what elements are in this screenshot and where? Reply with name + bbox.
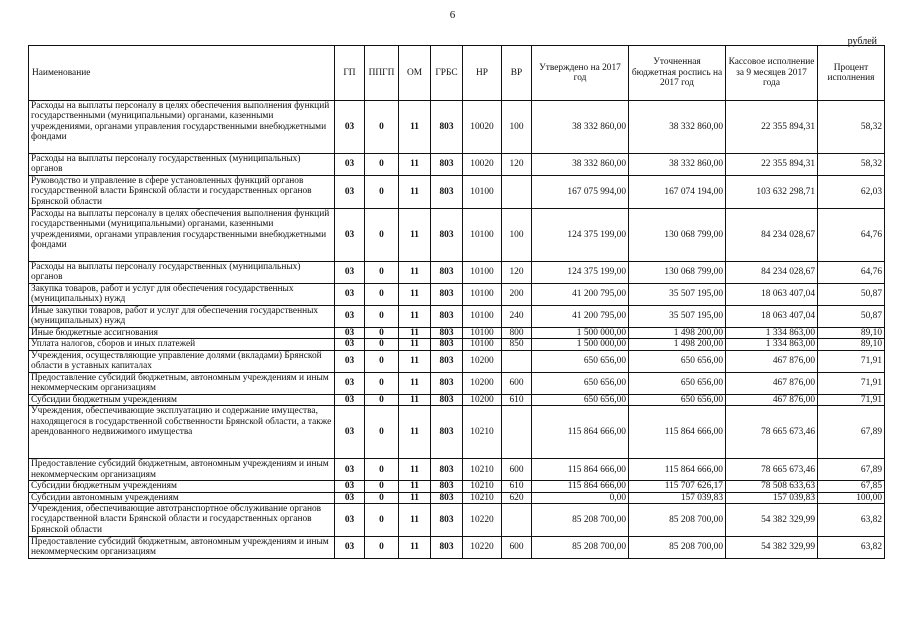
row-np: 10100 [463, 328, 502, 339]
row-grbs: 803 [431, 209, 463, 262]
row-vr: 800 [502, 328, 532, 339]
row-cash: 22 355 894,31 [726, 101, 818, 154]
row-refined: 157 039,83 [629, 492, 726, 503]
row-refined: 85 208 700,00 [629, 504, 726, 537]
row-gp: 03 [335, 504, 365, 537]
row-np: 10210 [463, 406, 502, 459]
row-approved: 115 864 666,00 [532, 459, 629, 481]
row-refined: 650 656,00 [629, 350, 726, 372]
row-name: Субсидии бюджетным учреждениям [29, 481, 335, 492]
row-cash: 78 665 673,46 [726, 406, 818, 459]
row-om: 11 [399, 394, 431, 405]
row-grbs: 803 [431, 481, 463, 492]
row-refined: 650 656,00 [629, 394, 726, 405]
row-grbs: 803 [431, 394, 463, 405]
row-name: Учреждения, обеспечивающие эксплуатацию и содержание имущества, находящегося в государственной собственности Брянской области, а также арендованного недвижимого имущества [29, 406, 335, 459]
row-np: 10210 [463, 481, 502, 492]
row-np: 10200 [463, 372, 502, 394]
row-vr: 620 [502, 492, 532, 503]
row-om: 11 [399, 306, 431, 328]
row-np: 10020 [463, 154, 502, 176]
row-percent: 50,87 [818, 306, 885, 328]
row-om: 11 [399, 492, 431, 503]
row-gp: 03 [335, 350, 365, 372]
row-vr: 120 [502, 154, 532, 176]
row-gp: 03 [335, 306, 365, 328]
row-name: Расходы на выплаты персоналу в целях обеспечения выполнения функций государственными (муниципальными) органами, казенными учреждениями, органами управления государственными внебюджетными фондами [29, 101, 335, 154]
row-percent: 100,00 [818, 492, 885, 503]
unit-label: рублей [847, 36, 877, 47]
page-number: 6 [449, 9, 456, 21]
row-approved: 38 332 860,00 [532, 154, 629, 176]
row-refined: 35 507 195,00 [629, 284, 726, 306]
row-name: Предоставление субсидий бюджетным, автономным учреждениям и иным некоммерческим организациям [29, 537, 335, 559]
row-cash: 22 355 894,31 [726, 154, 818, 176]
row-refined: 1 498 200,00 [629, 328, 726, 339]
row-cash: 78 508 633,63 [726, 481, 818, 492]
row-cash: 467 876,00 [726, 372, 818, 394]
row-ppgp: 0 [365, 350, 399, 372]
budget-table [28, 45, 885, 559]
row-cash: 54 382 329,99 [726, 504, 818, 537]
table-row [29, 459, 885, 481]
table-row [29, 350, 885, 372]
row-refined: 167 074 194,00 [629, 176, 726, 209]
row-vr [502, 504, 532, 537]
row-ppgp: 0 [365, 372, 399, 394]
row-refined: 85 208 700,00 [629, 537, 726, 559]
row-vr [502, 406, 532, 459]
row-name: Руководство и управление в сфере установленных функций органов государственной власти Брянской области и государственных органов Брянской области [29, 176, 335, 209]
row-om: 11 [399, 154, 431, 176]
row-om: 11 [399, 176, 431, 209]
row-grbs: 803 [431, 284, 463, 306]
row-vr: 600 [502, 537, 532, 559]
row-vr: 200 [502, 284, 532, 306]
row-approved: 650 656,00 [532, 394, 629, 405]
row-om: 11 [399, 537, 431, 559]
row-name: Уплата налогов, сборов и иных платежей [29, 339, 335, 350]
row-percent: 71,91 [818, 350, 885, 372]
table-row [29, 209, 885, 262]
row-np: 10200 [463, 350, 502, 372]
row-om: 11 [399, 209, 431, 262]
row-approved: 115 864 666,00 [532, 481, 629, 492]
row-approved: 1 500 000,00 [532, 339, 629, 350]
header-row [29, 46, 885, 101]
row-grbs: 803 [431, 262, 463, 284]
row-om: 11 [399, 262, 431, 284]
row-gp: 03 [335, 339, 365, 350]
row-vr [502, 350, 532, 372]
row-vr: 610 [502, 394, 532, 405]
table-row [29, 262, 885, 284]
row-om: 11 [399, 481, 431, 492]
col-header-grbs: ГРБС [431, 46, 463, 101]
row-percent: 71,91 [818, 394, 885, 405]
row-approved: 650 656,00 [532, 350, 629, 372]
row-name: Расходы на выплаты персоналу государственных (муниципальных) органов [29, 154, 335, 176]
row-refined: 115 864 666,00 [629, 406, 726, 459]
table-row [29, 481, 885, 492]
row-approved: 85 208 700,00 [532, 537, 629, 559]
row-ppgp: 0 [365, 306, 399, 328]
row-np: 10100 [463, 262, 502, 284]
row-approved: 0,00 [532, 492, 629, 503]
row-om: 11 [399, 459, 431, 481]
row-percent: 62,03 [818, 176, 885, 209]
row-grbs: 803 [431, 339, 463, 350]
row-name: Предоставление субсидий бюджетным, автономным учреждениям и иным некоммерческим организациям [29, 459, 335, 481]
row-refined: 115 707 626,17 [629, 481, 726, 492]
row-ppgp: 0 [365, 492, 399, 503]
row-ppgp: 0 [365, 459, 399, 481]
row-gp: 03 [335, 492, 365, 503]
table-row [29, 504, 885, 537]
row-grbs: 803 [431, 504, 463, 537]
row-ppgp: 0 [365, 406, 399, 459]
row-ppgp: 0 [365, 537, 399, 559]
row-percent: 71,91 [818, 372, 885, 394]
row-np: 10100 [463, 209, 502, 262]
col-header-vr: ВР [502, 46, 532, 101]
row-grbs: 803 [431, 372, 463, 394]
row-refined: 35 507 195,00 [629, 306, 726, 328]
table-row [29, 101, 885, 154]
row-percent: 58,32 [818, 101, 885, 154]
row-approved: 124 375 199,00 [532, 262, 629, 284]
row-gp: 03 [335, 406, 365, 459]
row-gp: 03 [335, 394, 365, 405]
table-row [29, 154, 885, 176]
row-percent: 67,89 [818, 406, 885, 459]
row-np: 10100 [463, 284, 502, 306]
row-np: 10100 [463, 176, 502, 209]
row-vr: 600 [502, 459, 532, 481]
row-percent: 64,76 [818, 262, 885, 284]
row-refined: 130 068 799,00 [629, 262, 726, 284]
row-percent: 63,82 [818, 504, 885, 537]
row-percent: 50,87 [818, 284, 885, 306]
row-np: 10200 [463, 394, 502, 405]
row-cash: 84 234 028,67 [726, 262, 818, 284]
row-gp: 03 [335, 262, 365, 284]
row-name: Иные закупки товаров, работ и услуг для обеспечения государственных (муниципальных) нужд [29, 306, 335, 328]
table-row [29, 394, 885, 405]
table-row [29, 406, 885, 459]
row-ppgp: 0 [365, 504, 399, 537]
row-percent: 89,10 [818, 339, 885, 350]
row-refined: 38 332 860,00 [629, 101, 726, 154]
row-ppgp: 0 [365, 154, 399, 176]
row-refined: 115 864 666,00 [629, 459, 726, 481]
row-name: Закупка товаров, работ и услуг для обеспечения государственных (муниципальных) нужд [29, 284, 335, 306]
table-row [29, 306, 885, 328]
row-vr: 240 [502, 306, 532, 328]
row-grbs: 803 [431, 350, 463, 372]
row-name: Учреждения, обеспечивающие автотранспортное обслуживание органов государственной власти Брянской области и государственных органов Брянской области [29, 504, 335, 537]
row-np: 10100 [463, 339, 502, 350]
table-body [29, 101, 885, 559]
row-cash: 157 039,83 [726, 492, 818, 503]
row-cash: 1 334 863,00 [726, 339, 818, 350]
row-np: 10020 [463, 101, 502, 154]
row-vr: 600 [502, 372, 532, 394]
table-row [29, 339, 885, 350]
table-row [29, 537, 885, 559]
row-approved: 167 075 994,00 [532, 176, 629, 209]
col-header-ppgp: ППГП [365, 46, 399, 101]
row-ppgp: 0 [365, 328, 399, 339]
row-cash: 467 876,00 [726, 394, 818, 405]
row-percent: 89,10 [818, 328, 885, 339]
row-om: 11 [399, 339, 431, 350]
row-percent: 63,82 [818, 537, 885, 559]
table-row [29, 492, 885, 503]
row-ppgp: 0 [365, 176, 399, 209]
row-om: 11 [399, 284, 431, 306]
row-vr: 100 [502, 101, 532, 154]
row-refined: 38 332 860,00 [629, 154, 726, 176]
row-grbs: 803 [431, 537, 463, 559]
row-om: 11 [399, 372, 431, 394]
row-approved: 124 375 199,00 [532, 209, 629, 262]
row-grbs: 803 [431, 101, 463, 154]
row-approved: 650 656,00 [532, 372, 629, 394]
row-approved: 1 500 000,00 [532, 328, 629, 339]
row-ppgp: 0 [365, 101, 399, 154]
row-vr [502, 176, 532, 209]
row-gp: 03 [335, 176, 365, 209]
row-approved: 41 200 795,00 [532, 284, 629, 306]
col-header-gp: ГП [335, 46, 365, 101]
row-np: 10220 [463, 504, 502, 537]
row-om: 11 [399, 504, 431, 537]
row-cash: 78 665 673,46 [726, 459, 818, 481]
row-gp: 03 [335, 101, 365, 154]
row-gp: 03 [335, 537, 365, 559]
row-gp: 03 [335, 481, 365, 492]
row-gp: 03 [335, 372, 365, 394]
row-grbs: 803 [431, 492, 463, 503]
row-grbs: 803 [431, 459, 463, 481]
row-name: Иные бюджетные ассигнования [29, 328, 335, 339]
row-om: 11 [399, 350, 431, 372]
row-vr: 850 [502, 339, 532, 350]
row-percent: 64,76 [818, 209, 885, 262]
row-refined: 1 498 200,00 [629, 339, 726, 350]
row-vr: 120 [502, 262, 532, 284]
row-grbs: 803 [431, 176, 463, 209]
row-name: Расходы на выплаты персоналу в целях обеспечения выполнения функций государственными (муниципальными) органами, казенными учреждениями, органами управления государственными внебюджетными фондами [29, 209, 335, 262]
row-gp: 03 [335, 459, 365, 481]
row-cash: 467 876,00 [726, 350, 818, 372]
row-np: 10220 [463, 537, 502, 559]
row-grbs: 803 [431, 154, 463, 176]
col-header-cash: Кассовое исполнение за 9 месяцев 2017 года [726, 46, 818, 101]
row-cash: 18 063 407,04 [726, 284, 818, 306]
col-header-percent: Процент исполнения [818, 46, 885, 101]
row-ppgp: 0 [365, 339, 399, 350]
row-percent: 67,85 [818, 481, 885, 492]
col-header-np: НР [463, 46, 502, 101]
row-grbs: 803 [431, 406, 463, 459]
row-np: 10100 [463, 306, 502, 328]
row-cash: 1 334 863,00 [726, 328, 818, 339]
col-header-approved: Утверждено на 2017 год [532, 46, 629, 101]
row-ppgp: 0 [365, 481, 399, 492]
row-cash: 54 382 329,99 [726, 537, 818, 559]
row-ppgp: 0 [365, 284, 399, 306]
row-approved: 115 864 666,00 [532, 406, 629, 459]
table-row [29, 328, 885, 339]
col-header-refined: Уточненная бюджетная роспись на 2017 год [629, 46, 726, 101]
row-om: 11 [399, 101, 431, 154]
row-name: Субсидии бюджетным учреждениям [29, 394, 335, 405]
row-approved: 38 332 860,00 [532, 101, 629, 154]
row-gp: 03 [335, 209, 365, 262]
row-percent: 67,89 [818, 459, 885, 481]
table-row [29, 284, 885, 306]
row-name: Расходы на выплаты персоналу государственных (муниципальных) органов [29, 262, 335, 284]
row-om: 11 [399, 406, 431, 459]
row-approved: 85 208 700,00 [532, 504, 629, 537]
row-np: 10210 [463, 492, 502, 503]
row-ppgp: 0 [365, 394, 399, 405]
row-refined: 130 068 799,00 [629, 209, 726, 262]
row-refined: 650 656,00 [629, 372, 726, 394]
row-name: Учреждения, осуществляющие управление долями (вкладами) Брянской области в уставных капиталах [29, 350, 335, 372]
row-grbs: 803 [431, 328, 463, 339]
col-header-om: ОМ [399, 46, 431, 101]
row-np: 10210 [463, 459, 502, 481]
row-cash: 18 063 407,04 [726, 306, 818, 328]
col-header-name: Наименование [29, 46, 335, 101]
row-cash: 84 234 028,67 [726, 209, 818, 262]
row-cash: 103 632 298,71 [726, 176, 818, 209]
row-gp: 03 [335, 284, 365, 306]
row-percent: 58,32 [818, 154, 885, 176]
row-gp: 03 [335, 328, 365, 339]
row-vr: 610 [502, 481, 532, 492]
row-grbs: 803 [431, 306, 463, 328]
row-name: Субсидии автономным учреждениям [29, 492, 335, 503]
row-gp: 03 [335, 154, 365, 176]
table-row [29, 176, 885, 209]
row-name: Предоставление субсидий бюджетным, автономным учреждениям и иным некоммерческим организациям [29, 372, 335, 394]
row-ppgp: 0 [365, 262, 399, 284]
row-om: 11 [399, 328, 431, 339]
row-approved: 41 200 795,00 [532, 306, 629, 328]
row-ppgp: 0 [365, 209, 399, 262]
table-row [29, 372, 885, 394]
row-vr: 100 [502, 209, 532, 262]
